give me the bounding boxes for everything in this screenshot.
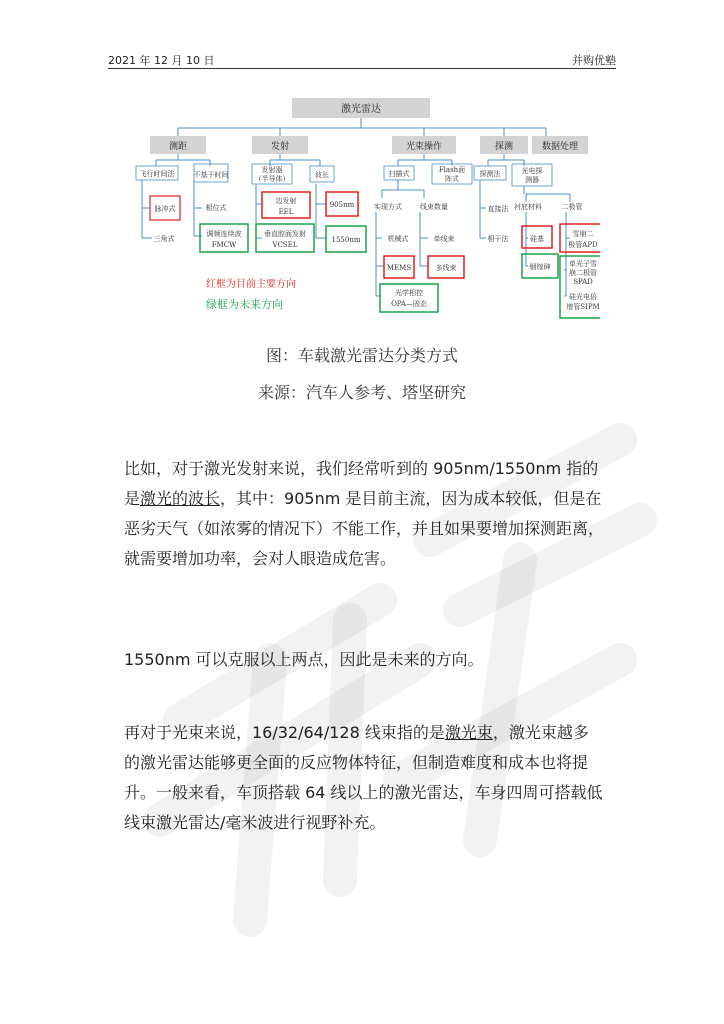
paragraph-2-text: 1550nm 可以克服以上两点，因此是未来的方向。 bbox=[124, 650, 484, 669]
node-detector-line1: 光电探 bbox=[521, 167, 543, 175]
category-ranging: 测距 bbox=[168, 142, 188, 152]
node-substrate: 衬底材料 bbox=[514, 203, 542, 211]
node-pulse: 脉冲式 bbox=[154, 205, 176, 213]
node-sipm-line2: 增管SIPM bbox=[566, 303, 600, 311]
paragraph-2 bbox=[124, 645, 604, 675]
paragraph-1 bbox=[124, 454, 604, 574]
node-fmcw-line2: FMCW bbox=[211, 241, 237, 249]
paragraph-3 bbox=[124, 718, 604, 838]
legend-red: 红框为目前主要方向 bbox=[206, 279, 296, 290]
node-single-beam: 单线束 bbox=[433, 235, 455, 243]
figure-source: 来源：汽车人参考、塔坚研究 bbox=[257, 383, 466, 402]
node-spad-line2: 崩二极管 bbox=[569, 269, 597, 277]
node-triangle: 三角式 bbox=[153, 235, 175, 243]
node-opa-line1: 光学相控 bbox=[395, 289, 423, 297]
node-direct: 直接法 bbox=[487, 205, 509, 213]
node-eel-line2: EEL bbox=[278, 208, 294, 216]
node-coherent: 相干法 bbox=[487, 235, 509, 243]
paragraph-1-text-b: ，其中：905nm 是目前主流，因为成本较低，但是在恶劣天气（如浓雾的情况下）不能工作，并且如果要增加探测距离，就需要增加功率，会对人眼造成危害。 bbox=[124, 489, 605, 568]
node-sipm-line1: 硅光电倍 bbox=[569, 293, 597, 301]
paragraph-1-text-a: 比如，对于激光发射来说，我们经常听到的 905nm/1550nm 指的是 bbox=[124, 459, 599, 508]
node-diode: 二极管 bbox=[561, 203, 583, 211]
paragraph-3-underlined: 激光束 bbox=[444, 723, 493, 742]
node-spad-line1: 单光子雪 bbox=[569, 260, 597, 268]
node-apd-line1: 雪崩二 bbox=[572, 230, 594, 238]
category-emission: 发射 bbox=[270, 142, 290, 152]
node-vcsel-line1: 垂直腔面发射 bbox=[264, 230, 306, 238]
legend-green: 绿框为未来方向 bbox=[206, 298, 283, 311]
node-mechanical: 机械式 bbox=[387, 235, 409, 243]
node-wavelength: 波长 bbox=[315, 171, 329, 179]
lidar-classification-diagram bbox=[130, 86, 600, 322]
node-1550nm: 1550nm bbox=[331, 236, 361, 244]
header-divider bbox=[108, 68, 616, 69]
node-vcsel-line2: VCSEL bbox=[272, 241, 298, 249]
node-non-tof: 不基于时间 bbox=[193, 171, 229, 179]
node-emitter-line2: （半导体） bbox=[254, 175, 290, 183]
node-tof: 飞行时间法 bbox=[139, 170, 175, 178]
node-mems: MEMS bbox=[386, 264, 412, 272]
page-header bbox=[108, 50, 616, 68]
node-scanning: 扫描式 bbox=[388, 170, 410, 178]
node-spad-line3: SPAD bbox=[573, 278, 593, 286]
node-flash-line2: 阵式 bbox=[445, 175, 459, 183]
category-beam-steering: 光束操作 bbox=[405, 142, 443, 152]
paragraph-3-text-a: 再对于光束来说，16/32/64/128 线束指的是 bbox=[124, 723, 445, 742]
node-emitter-line1: 发射器 bbox=[261, 166, 283, 174]
paragraph-1-underlined: 激光的波长 bbox=[140, 489, 221, 508]
category-processing: 数据处理 bbox=[541, 142, 579, 152]
node-detector-line2: 测器 bbox=[525, 176, 539, 184]
node-multi-beam: 多线束 bbox=[435, 264, 457, 272]
node-fmcw-line1: 调频连续波 bbox=[206, 230, 242, 238]
header-brand: 并购优塾 bbox=[572, 54, 616, 67]
figure-caption: 图：车载激光雷达分类方式 bbox=[265, 346, 458, 365]
node-impl: 实现方式 bbox=[374, 203, 402, 211]
header-date: 2021 年 12 月 10 日 bbox=[108, 54, 215, 67]
node-ingaas: 铟镓砷 bbox=[529, 263, 551, 271]
category-detection: 探测 bbox=[494, 142, 514, 152]
node-flash-line1: Flash面 bbox=[438, 166, 466, 174]
root-label: 激光雷达 bbox=[341, 104, 381, 115]
node-eel-line1: 边发射 bbox=[275, 197, 297, 205]
paragraph-3-text-b: ，激光束越多的激光雷达能够更全面的反应物体特征，但制造难度和成本也将提升。一般来看，车顶搭载 64 线以上的激光雷达，车身四周可搭载低线束激光雷达/毫米波进行视野补充。 bbox=[124, 723, 603, 832]
node-beam-count: 线束数量 bbox=[420, 203, 448, 211]
node-opa-line2: OPA—固态 bbox=[391, 300, 427, 308]
node-silicon: 硅基 bbox=[530, 235, 544, 243]
node-phase: 相位式 bbox=[205, 204, 227, 212]
node-apd-line2: 极管APD bbox=[568, 241, 598, 249]
node-905nm: 905nm bbox=[329, 201, 355, 209]
node-detection-method: 探测法 bbox=[479, 170, 501, 178]
